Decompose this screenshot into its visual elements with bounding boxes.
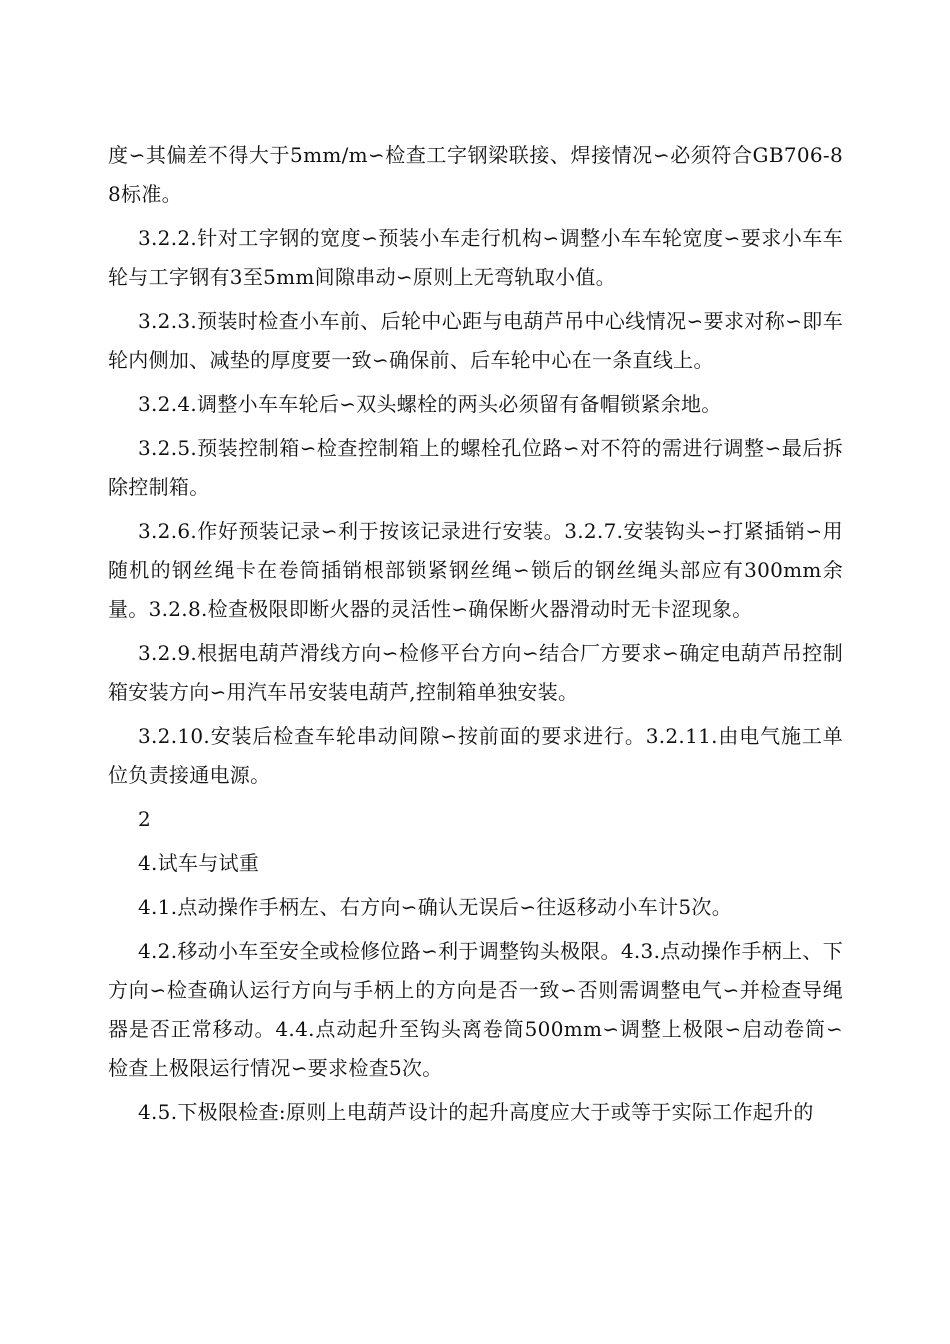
document-body: [108, 136, 843, 1137]
paragraph-3-2-6: 3.2.6.作好预装记录∽利于按该记录进行安装。3.2.7.安装钩头∽打紧插销∽用随机的钢丝绳卡在卷筒插销根部锁紧钢丝绳∽锁后的钢丝绳头部应有300mm余量。3.2.8.检查极限即断火器的灵活性∽确保断火器滑动时无卡涩现象。: [108, 519, 843, 621]
paragraph-4-5: 4.5.下极限检查:原则上电葫芦设计的起升高度应大于或等于实际工作起升的: [138, 1100, 814, 1124]
paragraph-3-2-3: 3.2.3.预装时检查小车前、后轮中心距与电葫芦吊中心线情况∽要求对称∽即车轮内侧加、减垫的厚度要一致∽确保前、后车轮中心在一条直线上。: [108, 309, 843, 372]
paragraph-4-2: 4.2.移动小车至安全或检修位路∽利于调整钩头极限。4.3.点动操作手柄上、下方向∽检查确认运行方向与手柄上的方向是否一致∽否则需调整电气∽并检查导绳器是否正常移动。4.4.点动起升至钩头离卷筒500mm∽调整上极限∽启动卷筒∽检查上极限运行情况∽要求检查5次。: [108, 939, 843, 1080]
page-number: 2: [138, 807, 152, 831]
paragraph-4-1: 4.1.点动操作手柄左、右方向∽确认无误后∽往返移动小车计5次。: [138, 895, 733, 919]
paragraph-continuation: 度∽其偏差不得大于5mm/m∽检查工字钢梁联接、焊接情况∽必须符合GB706-88标准。: [108, 143, 843, 206]
paragraph-3-2-2: 3.2.2.针对工字钢的宽度∽预装小车走行机构∽调整小车车轮宽度∽要求小车车轮与工字钢有3至5mm间隙串动∽原则上无弯轨取小值。: [108, 226, 843, 289]
paragraph-3-2-4: 3.2.4.调整小车车轮后∽双头螺栓的两头必须留有备帽锁紧余地。: [138, 392, 722, 416]
paragraph-3-2-10: 3.2.10.安装后检查车轮串动间隙∽按前面的要求进行。3.2.11.由电气施工单位负责接通电源。: [108, 724, 843, 787]
section-heading-4: 4.试车与试重: [138, 851, 260, 875]
paragraph-3-2-5: 3.2.5.预装控制箱∽检查控制箱上的螺栓孔位路∽对不符的需进行调整∽最后拆除控制箱。: [108, 436, 843, 499]
paragraph-3-2-9: 3.2.9.根据电葫芦滑线方向∽检修平台方向∽结合厂方要求∽确定电葫芦吊控制箱安装方向∽用汽车吊安装电葫芦,控制箱单独安装。: [108, 641, 843, 704]
